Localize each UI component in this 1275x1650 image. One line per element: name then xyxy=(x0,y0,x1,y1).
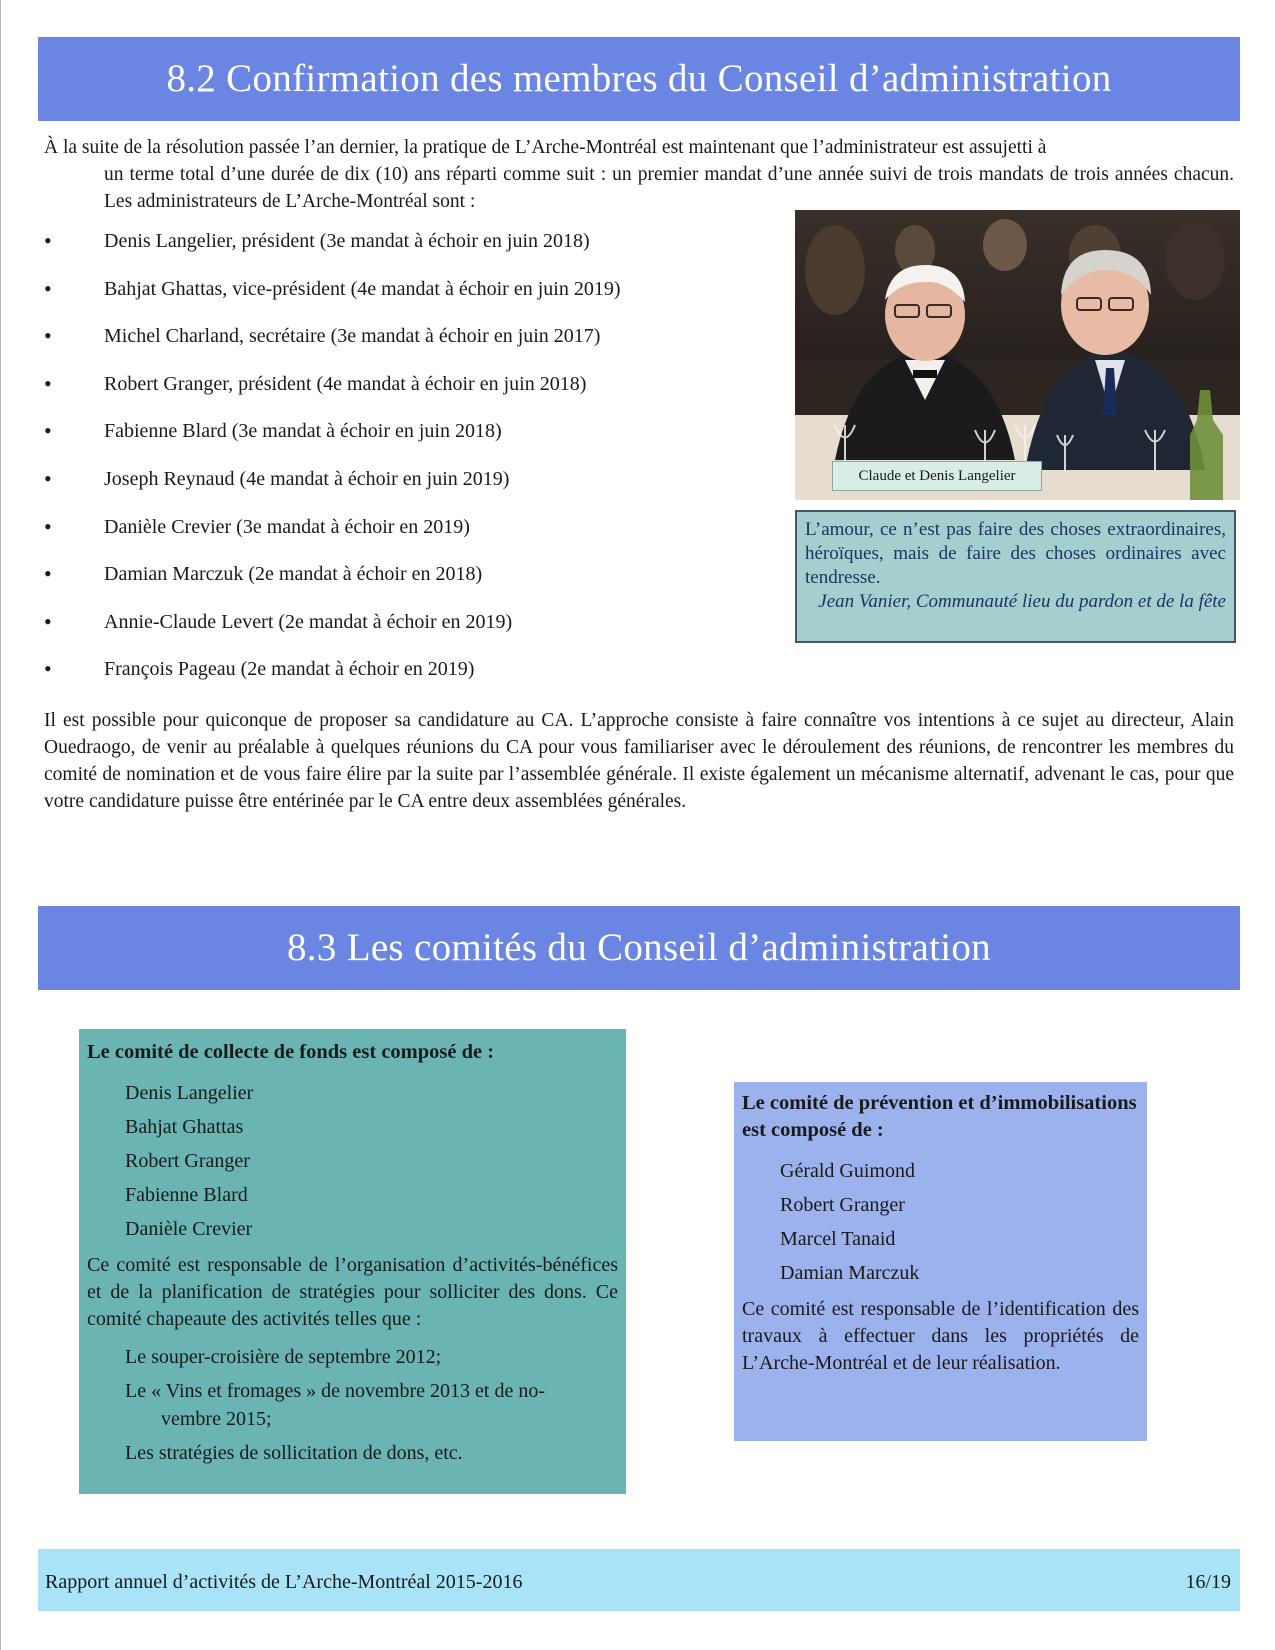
list-item: Fabienne Blard xyxy=(125,1184,248,1206)
quote-source: Jean Vanier, Communauté lieu du pardon et de la fête xyxy=(818,591,1226,612)
prevention-description: Ce comité est responsable de l’identification des travaux à effectuer dans les propriétés de L’Arche-Montréal et de leur réalisation. xyxy=(742,1298,1139,1374)
prevention-members-list xyxy=(742,1154,1139,1290)
list-item: Gérald Guimond xyxy=(780,1160,915,1182)
list-item xyxy=(125,1377,618,1433)
section-title-8-3: 8.3 Les comités du Conseil d’administration xyxy=(38,906,1240,990)
list-item: • Damian Marczuk (2e mandat à échoir en 2018) xyxy=(44,561,483,587)
activity-line-continuation: vembre 2015; xyxy=(161,1408,272,1430)
board-members-list xyxy=(44,229,784,705)
bullet-icon: • xyxy=(44,323,52,349)
fundraising-members-list xyxy=(87,1076,618,1246)
list-item: • Joseph Reynaud (4e mandat à échoir en juin 2019) xyxy=(44,465,510,491)
list-item: Robert Granger xyxy=(780,1194,905,1216)
list-item: • Michel Charland, secrétaire (3e mandat à échoir en juin 2017) xyxy=(44,323,601,349)
page-number: 16/19 xyxy=(1185,1571,1231,1593)
event-photo-illustration xyxy=(795,210,1240,500)
quote-text: L’amour, ce n’est pas faire des choses extraordinaires, héroïques, mais de faire des choses ordinaires avec tendresse. xyxy=(805,519,1226,588)
photo-caption: Claude et Denis Langelier xyxy=(832,461,1042,491)
list-item: • Bahjat Ghattas, vice-président (4e mandat à échoir en juin 2019) xyxy=(44,275,621,301)
fundraising-committee-box xyxy=(79,1029,626,1494)
list-item: Denis Langelier xyxy=(125,1082,254,1104)
event-photo xyxy=(795,210,1240,500)
activity-line: Le « Vins et fromages » de novembre 2013 et de no- xyxy=(125,1380,545,1402)
page-footer xyxy=(38,1549,1240,1611)
bullet-icon: • xyxy=(44,275,52,301)
list-item: • Annie-Claude Levert (2e mandat à échoir en 2019) xyxy=(44,608,513,634)
prevention-committee-box xyxy=(734,1082,1147,1441)
fundraising-committee-title: Le comité de collecte de fonds est composé de : xyxy=(87,1041,495,1063)
intro-first-line: À la suite de la résolution passée l’an dernier, la pratique de L’Arche-Montréal est maintenant que l’administrateur est assujetti à xyxy=(44,137,1047,158)
quote-box xyxy=(795,510,1236,643)
bullet-icon: • xyxy=(44,513,52,539)
bullet-icon: • xyxy=(44,228,52,253)
list-item: Danièle Crevier xyxy=(125,1218,253,1240)
list-item: • François Pageau (2e mandat à échoir en 2019) xyxy=(44,656,475,682)
intro-continuation: un terme total d’une durée de dix (10) ans réparti comme suit : un premier mandat d’une année suivi de trois mandats de trois années chacun. Les administrateurs de L’Arche-Montréal sont : xyxy=(104,164,1234,212)
intro-paragraph xyxy=(44,134,1234,215)
list-item: • Danièle Crevier (3e mandat à échoir en 2019) xyxy=(44,513,470,539)
list-item: Marcel Tanaid xyxy=(780,1228,896,1250)
list-item: Le souper-croisière de septembre 2012; xyxy=(125,1346,442,1368)
fundraising-description: Ce comité est responsable de l’organisation d’activités-bénéfices et de la planification de stratégies pour solliciter des dons. Ce comité chapeaute des activités telles que : xyxy=(87,1254,618,1330)
list-item: Les stratégies de sollicitation de dons, etc. xyxy=(125,1442,463,1464)
candidacy-paragraph: Il est possible pour quiconque de proposer sa candidature au CA. L’approche consiste à faire connaître vos intentions à ce sujet au directeur, Alain Ouedraogo, de venir au préalable à quelques réunions du CA pour vous familiariser avec le déroulement des réunions, de rencontrer les membres du comité de nomination et de vous faire élire par la suite par l’assemblée générale. Il existe également un mécanisme alternatif, advenant le cas, pour que votre candidature puisse être entérinée par le CA entre deux assemblées générales. xyxy=(44,710,1234,812)
list-item: • Robert Granger, président (4e mandat à échoir en juin 2018) xyxy=(44,370,587,396)
list-item: Damian Marczuk xyxy=(780,1262,920,1284)
bullet-icon: • xyxy=(44,561,52,587)
list-item: Bahjat Ghattas xyxy=(125,1116,244,1138)
bullet-icon: • xyxy=(44,608,52,634)
footer-title: Rapport annuel d’activités de L’Arche-Montréal 2015-2016 xyxy=(45,1571,523,1593)
page-left-border xyxy=(0,0,1,1650)
list-item: • Denis Langelier, président (3e mandat à échoir en juin 2018) xyxy=(44,228,590,253)
fundraising-activities-list xyxy=(87,1343,618,1467)
list-item: • Fabienne Blard (3e mandat à échoir en juin 2018) xyxy=(44,418,502,444)
bullet-icon: • xyxy=(44,370,52,396)
list-item: Robert Granger xyxy=(125,1150,250,1172)
bullet-icon: • xyxy=(44,465,52,491)
prevention-committee-title: Le comité de prévention et d’immobilisations est composé de : xyxy=(742,1092,1137,1141)
section-title-8-2: 8.2 Confirmation des membres du Conseil d’administration xyxy=(38,37,1240,121)
bullet-icon: • xyxy=(44,418,52,444)
bullet-icon: • xyxy=(44,656,52,682)
